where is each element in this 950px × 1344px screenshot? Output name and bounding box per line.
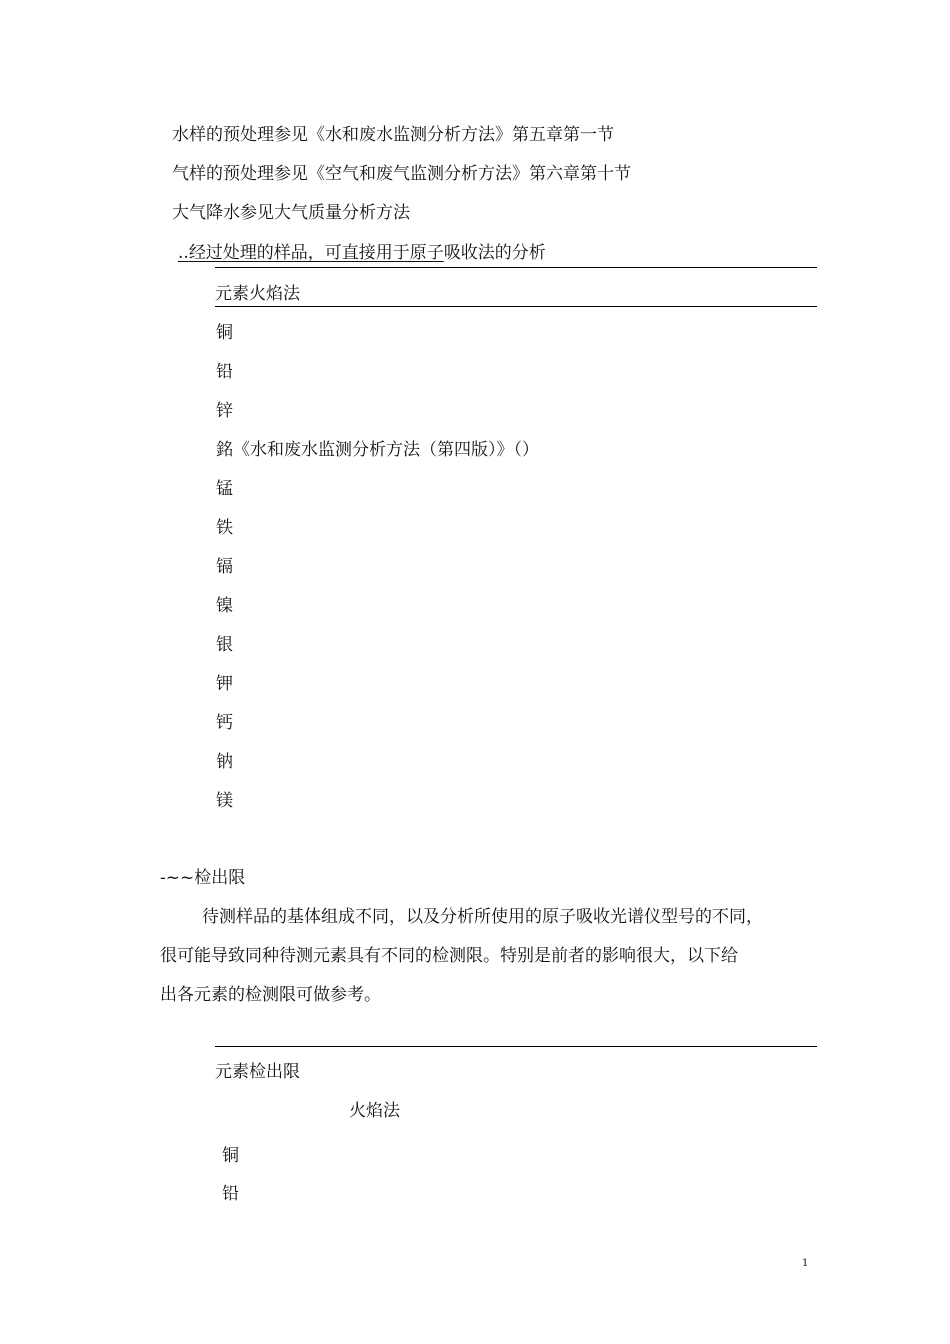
table1-row: 铁 [216, 518, 233, 538]
table1-row: 銘《水和废水监测分析方法（第四版）》（） [216, 440, 539, 460]
table2-row: 铅 [222, 1184, 239, 1204]
paragraph-line: 很可能导致同种待测元素具有不同的检测限。特别是前者的影响很大，以下给 [160, 946, 738, 966]
detection-limit-paragraph [160, 898, 840, 1015]
table1-row: 钾 [216, 674, 233, 694]
gas-pretreatment-line: 气样的预处理参见《空气和废气监测分析方法》第六章第十节 [172, 164, 631, 184]
table1-row: 钙 [216, 713, 233, 733]
table1-top-rule [215, 267, 817, 268]
table1-header-rule [215, 306, 817, 307]
sample-note-rest: 吸收法的分析 [443, 243, 546, 263]
table1-row: 银 [216, 635, 233, 655]
paragraph-line: 待测样品的基体组成不同，以及分析所使用的原子吸收光谱仪型号的不同， [202, 907, 763, 927]
sample-note-underlined: 经过处理的样品，可直接用于原子 [188, 243, 444, 263]
paragraph-line: 出各元素的检测限可做参考。 [160, 985, 381, 1005]
table2-subheader: 火焰法 [349, 1101, 400, 1121]
table2-top-rule [215, 1046, 817, 1047]
table2-row: 铜 [222, 1146, 239, 1166]
table1-row: 铜 [216, 323, 233, 343]
table1-row: 钠 [216, 752, 233, 772]
table2-header: 元素检出限 [215, 1062, 300, 1082]
table1-row: 铅 [216, 362, 233, 382]
water-pretreatment-line: 水样的预处理参见《水和废水监测分析方法》第五章第一节 [172, 125, 614, 145]
table1-row: 锰 [216, 479, 233, 499]
table1-row: 镁 [216, 791, 233, 811]
table1-row: 镉 [216, 557, 233, 577]
table1-header: 元素火焰法 [215, 284, 300, 304]
precipitation-line: 大气降水参见大气质量分析方法 [172, 203, 410, 223]
table1-row: 锌 [216, 401, 233, 421]
section-heading: -~~检出限 [160, 868, 246, 888]
page-number: 1 [802, 1258, 809, 1269]
table1-row: 镍 [216, 596, 233, 616]
sample-note-line [178, 242, 546, 264]
sample-note-prefix: .. [178, 243, 189, 263]
